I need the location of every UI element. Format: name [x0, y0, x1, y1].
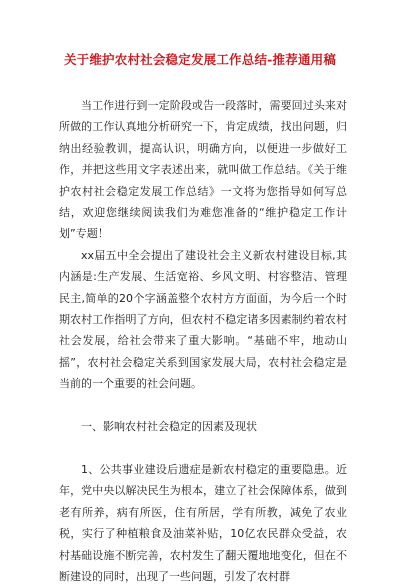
section-heading: 一、影响农村社会稳定的因素及现状: [81, 420, 257, 434]
document-body: [59, 95, 347, 587]
paragraph-public-works: 1、公共事业建设后遗症是新农村稳定的重要隐患。近年，党中央以解决民生为根本，建立了社会保障体系，做到老有所养，病有所医，住有所居，学有所教，减免了农业税，实行了种植粮食及油菜补贴，10亿农民群众受益，农村基础设施不断完善，农村发生了翻天覆地地变化，但在不断建设的同时，出现了一些问题，引发了农村群: [59, 462, 347, 583]
paragraph-background: xx届五中全会提出了建设社会主义新农村建设目标,其内涵是:生产发展、生活宽裕、乡风文明、村容整洁、管理民主,简单的20个字涵盖整个农村方方面面，为今后一个时期农村工作指明了方向，但农村不稳定诸多因素制约着农村社会发展，给社会带来了重大影响。“基础不牢，地动山摇”，农村社会稳定关系到国家发展大局，农村社会稳定是当前的一个重要的社会问题。: [59, 248, 347, 391]
paragraph-intro: 当工作进行到一定阶段或告一段落时，需要回过头来对所做的工作认真地分析研究一下，肯定成绩，找出问题，归纳出经验教训，提高认识，明确方向，以便进一步做好工作，并把这些用文字表述出来，就叫做工作总结。《关于维护农村社会稳定发展工作总结》一文将为您指导如何写总结，欢迎您继续阅读我们为难您准备的“维护稳定工作计划”专题！: [59, 99, 347, 241]
paragraph-gap: [59, 437, 347, 458]
paragraph-gap: [59, 395, 347, 416]
document-title: 关于维护农村社会稳定发展工作总结-推荐通用稿: [63, 52, 337, 67]
